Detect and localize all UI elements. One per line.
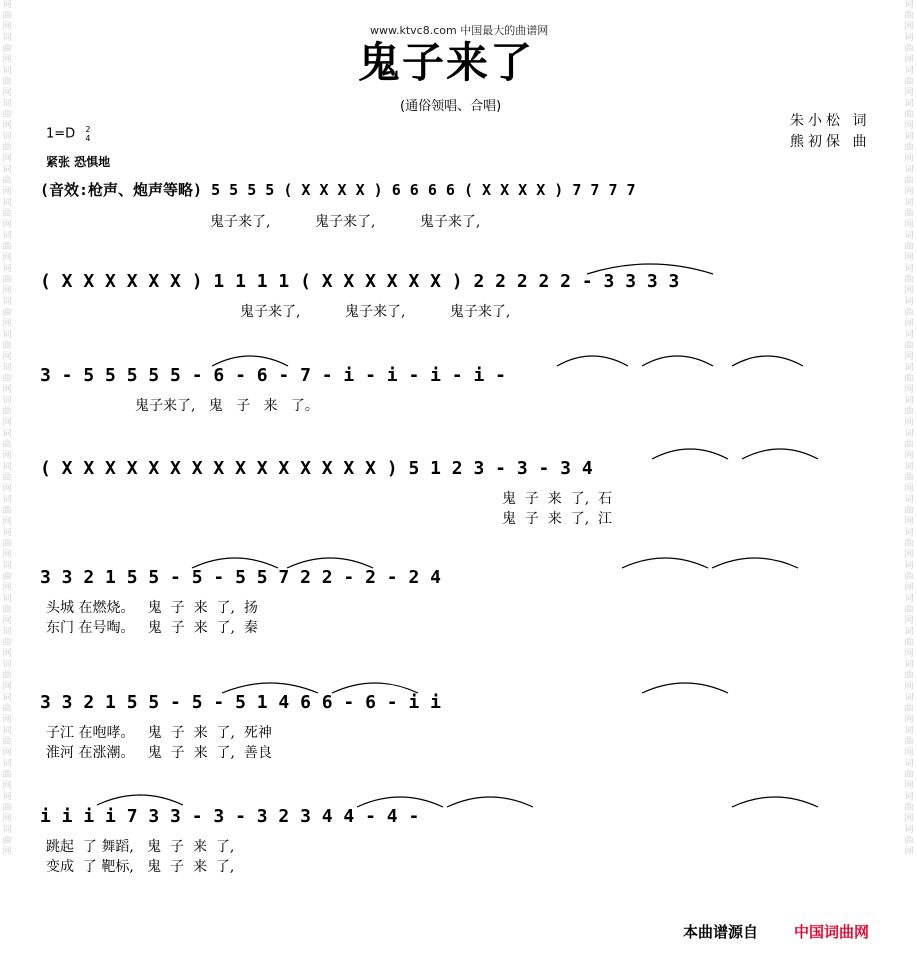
composer-credit: 熊初保 曲 [790,134,871,150]
tie-arc [730,793,820,809]
lyric-line: 跳起 了 舞蹈, 鬼 子 来 了, [46,839,235,855]
notes-line: 3 - 5 5 5 5 5 - 6 - 6 - 7 - i - i - i - i - [40,365,506,386]
notes-line: i i i i 7 3 3 - 3 - 3 2 3 4 4 - 4 - [40,806,420,827]
notes-line: 3 3 2 1 5 5 - 5 - 5 5 7 2 2 - 2 - 2 4 [40,567,441,588]
tie-arc [285,554,375,570]
tie-arc [740,445,820,461]
tie-arc [210,352,290,368]
tempo-marking: 紧张 恐惧地 [46,155,111,169]
notes-line: ( X X X X X X ) 1 1 1 1 ( X X X X X X ) 2 2 2 2 2 - 3 3 3 3 [40,271,680,292]
notes-line: 3 3 2 1 5 5 - 5 - 5 1 4 6 6 - 6 - i i [40,692,441,713]
lyric-line: 鬼 子 来 了, 江 [502,511,613,527]
lyric-line: 变成 了 靶标, 鬼 子 来 了, [46,859,235,875]
tie-arc [585,260,715,276]
side-watermark-right: 词曲网词曲网词曲网词曲网词曲网词曲网词曲网词曲网词曲网词曲网词曲网词曲网词曲网词曲网词曲网词曲网词曲网词曲网词曲网词曲网词曲网词曲网词曲网词曲网词曲网词曲网 [904,0,914,857]
key-signature [46,125,90,143]
tie-arc [620,554,710,570]
tie-arc [640,352,715,368]
lyricist-credit: 朱小松 词 [790,113,871,129]
source-label: 本曲谱源自 [683,923,759,941]
tie-arc [730,352,805,368]
brand-link[interactable]: 中国词曲网 [794,923,870,941]
side-watermark-left: 词曲网词曲网词曲网词曲网词曲网词曲网词曲网词曲网词曲网词曲网词曲网词曲网词曲网词曲网词曲网词曲网词曲网词曲网词曲网词曲网词曲网词曲网词曲网词曲网词曲网词曲网 [2,0,12,857]
tie-arc [190,554,280,570]
time-bottom: 4 [85,134,91,143]
lyric-line: 鬼子来了, 鬼子来了, 鬼子来了, [210,214,481,230]
tie-arc [710,554,800,570]
tie-arc [640,679,730,695]
tie-arc [650,445,730,461]
tie-arc [95,791,185,807]
tie-arc [555,352,630,368]
lyric-line: 鬼 子 来 了, 石 [502,491,613,507]
lyric-line: 子江 在咆哮。 鬼 子 来 了, 死神 [46,725,272,741]
notes-line: ( X X X X X X X X X X X X X X X ) 5 1 2 3 - 3 - 3 4 [40,458,593,479]
tie-arc [355,793,445,809]
lyric-line: 头城 在燃烧。 鬼 子 来 了, 扬 [46,600,258,616]
top-watermark: www.ktvc8.com 中国最大的曲谱网 [370,24,549,37]
lyric-line: 鬼子来了, 鬼子来了, 鬼子来了, [240,304,511,320]
lyric-line: 淮河 在涨潮。 鬼 子 来 了, 善良 [46,745,272,761]
tie-arc [445,793,535,809]
song-title: 鬼子来了 [358,38,535,87]
time-signature [85,125,90,143]
time-top: 2 [85,125,91,134]
lyric-line: 东门 在号啕。 鬼 子 来 了, 秦 [46,620,258,636]
tie-arc [330,679,420,695]
song-subtitle: (通俗领唱、合唱) [400,99,502,114]
notes-line: (音效:枪声、炮声等略) 5 5 5 5 ( X X X X ) 6 6 6 6 ( X X X X ) 7 7 7 7 [40,181,636,199]
lyric-line: 鬼子来了, 鬼 子 来 了。 [135,398,319,414]
key-text: 1=D [46,126,76,142]
tie-arc [220,679,320,695]
